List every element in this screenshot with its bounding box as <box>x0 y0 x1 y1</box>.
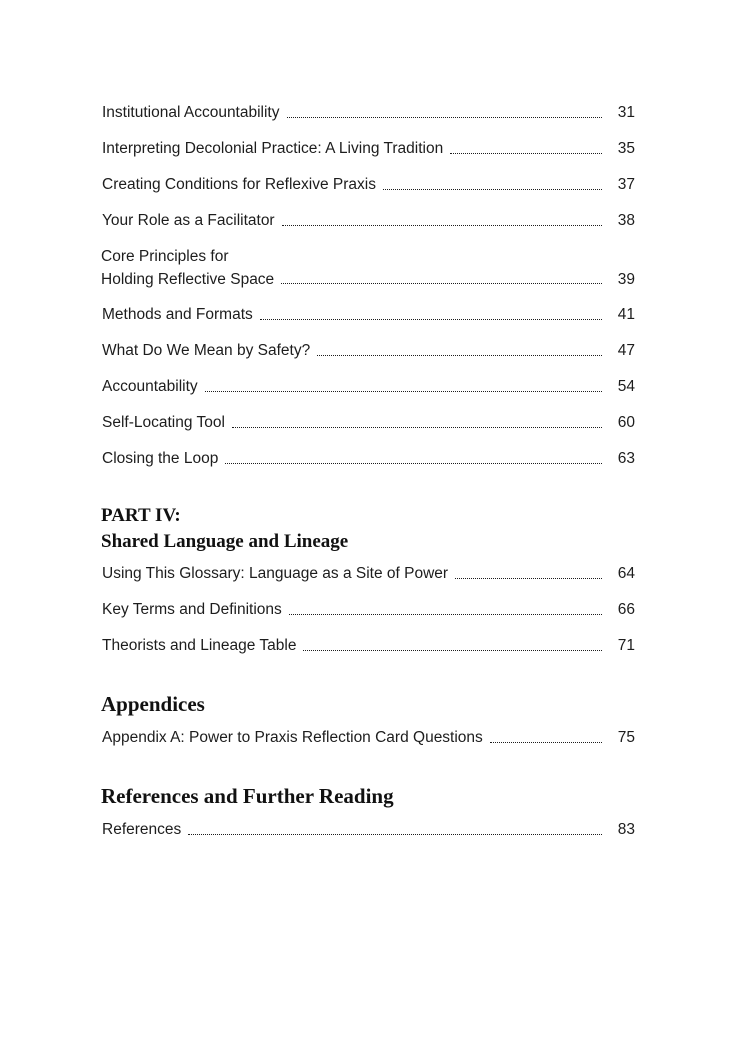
toc-entry-page: 71 <box>617 637 635 655</box>
toc-entry-wrapped[interactable] <box>101 248 635 290</box>
references-heading: References and Further Reading <box>101 783 394 808</box>
toc-entry-title: Appendix A: Power to Praxis Reflection Card Questions <box>102 728 483 746</box>
toc-entry-title: Accountability <box>102 378 198 396</box>
toc-entry[interactable] <box>102 306 635 325</box>
toc-entry-page: 41 <box>617 306 635 324</box>
toc-entry-page: 63 <box>617 450 635 468</box>
toc-entry-title: Theorists and Lineage Table <box>102 637 297 655</box>
toc-entry[interactable] <box>102 729 635 748</box>
toc-group-top <box>101 104 635 231</box>
toc-leader-dots <box>281 282 602 284</box>
toc-leader-dots <box>317 354 602 356</box>
toc-leader-dots <box>490 741 602 743</box>
toc-entry-title: Creating Conditions for Reflexive Praxis <box>102 175 376 193</box>
toc-entry-title: Methods and Formats <box>102 306 253 324</box>
toc-entry-page: 35 <box>617 139 635 157</box>
toc-leader-dots <box>450 152 602 154</box>
toc-leader-dots <box>282 224 602 226</box>
toc-entry-page: 66 <box>617 601 635 619</box>
toc-leader-dots <box>232 426 602 428</box>
toc-entry[interactable] <box>102 637 635 656</box>
toc-entry-title: What Do We Mean by Safety? <box>102 342 311 360</box>
toc-entry[interactable] <box>102 821 635 840</box>
toc-entry[interactable] <box>102 601 635 620</box>
toc-entry-page: 39 <box>617 270 635 288</box>
toc-entry-page: 64 <box>617 565 635 583</box>
toc-entry-page: 31 <box>617 104 635 121</box>
toc-entry-title: Key Terms and Definitions <box>102 601 282 619</box>
toc-leader-dots <box>260 318 602 320</box>
toc-entry-page: 47 <box>617 342 635 360</box>
part-four-label: PART IV: <box>101 504 181 526</box>
toc-entry-page: 75 <box>617 728 635 746</box>
toc-entry-title: Closing the Loop <box>102 450 219 468</box>
toc-leader-dots <box>225 462 602 464</box>
toc-entry-page: 60 <box>617 414 635 432</box>
toc-entry[interactable] <box>102 212 635 231</box>
toc-entry[interactable] <box>102 104 635 123</box>
toc-group-part-four <box>101 565 635 656</box>
toc-entry-page: 54 <box>617 378 635 396</box>
toc-leader-dots <box>289 613 602 615</box>
toc-entry-title-line1: Core Principles for <box>101 247 229 265</box>
toc-entry-page: 38 <box>617 211 635 229</box>
table-of-contents <box>101 104 635 840</box>
toc-entry-title: Self-Locating Tool <box>102 414 225 432</box>
toc-entry-title-line2: Holding Reflective Space <box>101 270 275 288</box>
toc-entry-title: Interpreting Decolonial Practice: A Living Tradition <box>102 139 444 157</box>
toc-entry[interactable] <box>102 140 635 159</box>
toc-entry-title: References <box>102 820 182 838</box>
toc-entry-page: 83 <box>617 820 635 838</box>
toc-entry-page: 37 <box>617 175 635 193</box>
toc-entry[interactable] <box>102 450 635 469</box>
toc-group-references <box>101 821 635 840</box>
appendices-heading: Appendices <box>101 691 205 716</box>
toc-group-appendices <box>101 729 635 748</box>
toc-leader-dots <box>205 390 602 392</box>
toc-entry-title: Using This Glossary: Language as a Site of Power <box>102 565 449 583</box>
toc-leader-dots <box>303 649 602 651</box>
part-four-heading <box>101 503 635 554</box>
toc-entry-title: Institutional Accountability <box>102 104 280 121</box>
toc-entry-title: Your Role as a Facilitator <box>102 211 275 229</box>
toc-entry[interactable] <box>102 176 635 195</box>
toc-group-mid <box>101 306 635 469</box>
part-four-title: Shared Language and Lineage <box>101 530 349 552</box>
toc-leader-dots <box>383 188 602 190</box>
toc-leader-dots <box>188 833 602 835</box>
toc-entry[interactable] <box>102 414 635 433</box>
toc-leader-dots <box>287 116 603 118</box>
toc-entry[interactable] <box>102 342 635 361</box>
toc-leader-dots <box>455 577 602 579</box>
toc-entry[interactable] <box>102 378 635 397</box>
toc-entry[interactable] <box>102 565 635 584</box>
